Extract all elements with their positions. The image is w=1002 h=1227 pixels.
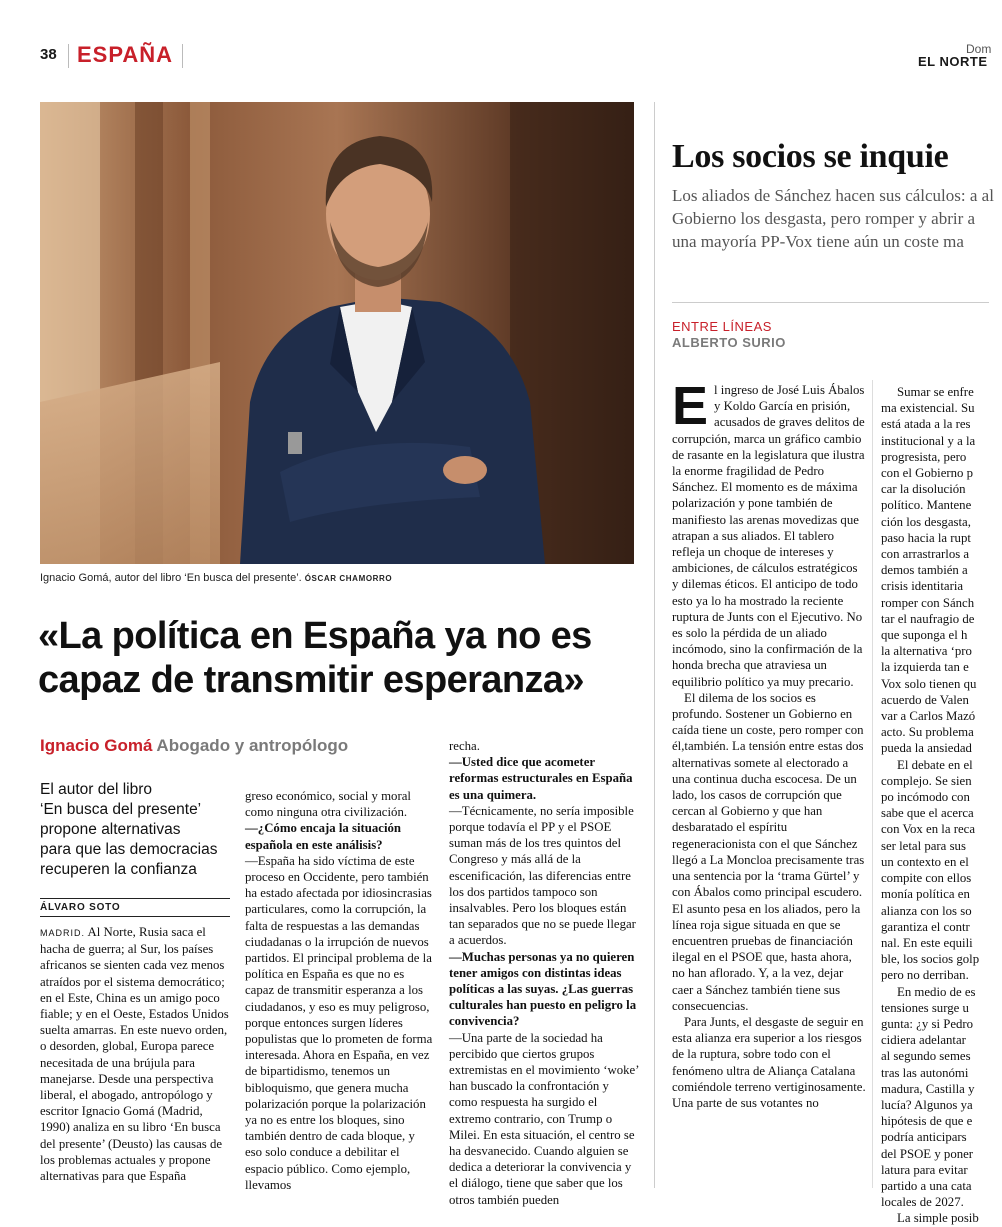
article-lead [40,780,230,880]
column-line: progresista, pero [881,449,967,464]
paragraph: recha. [449,739,480,753]
column-line: acto. Su problema [881,725,974,740]
column-kicker: ENTRE LÍNEAS [672,319,772,334]
column-line: ser letal para sus [881,838,966,853]
drop-cap: E [672,376,709,436]
column-line: La simple posib [897,1211,979,1226]
lead-line: recuperen la confianza [40,861,197,878]
column-line: hipótesis de que e [881,1114,973,1129]
dateline: MADRID. [40,928,85,938]
column-line: la alternativa ‘pro [881,644,972,659]
column-line: acuerdo de Valen [881,692,969,707]
column-line: tras las autonómi [881,1065,969,1080]
caption-text: Ignacio Gomá, autor del libro ‘En busca del presente’. [40,572,302,584]
interviewee-byline [40,736,348,756]
paragraph: Al Norte, Rusia saca el hacha de guerra; al Sur, los países africanos se sienten cada vez menos atraídos por el sistema democrático; en el Este, China es un amigo poco fiable; y en el Oeste, Estados Unidos suelta amarras. En este nuevo orden, o desorden, global, Europa parece necesitada de una brújula para manejarse. Desde una perspectiva liberal, el abogado, antropólogo y escritor Ignacio Gomá (Madrid, 1990) analiza en su libro ‘En busca del presente’ (Deusto) las causas de los problemas actuales y propone alternativas para que España [40,925,229,1184]
lead-line: propone alternativas [40,821,181,838]
column-rule [872,380,873,1188]
column-line: ble, los socios golp [881,952,980,967]
column-line: podría anticipars [881,1130,967,1145]
column-line: demos también a [881,563,968,578]
column-line: lucía? Algunos ya [881,1097,973,1112]
newspaper-name: EL NORTE [918,54,988,69]
column-line: var a Carlos Mazó [881,709,976,724]
column-line: latura para evitar [881,1162,968,1177]
header-divider [182,44,183,68]
column-line: crisis identitaria [881,579,964,594]
column-line: institucional y a la [881,433,976,448]
column-line: paso hacia la rupt [881,530,971,545]
paragraph: El dilema de los socios es profundo. Sostener un Gobierno en caída tiene un coste, pero romper con él,también. La tensión entre estas dos alternativas somete al electorado a una continua ducha escocesa. De un lado, los casos de corrupción que cercan al Gobierno y que han desbaratado el espíritu regeneracionista con el que Sánchez llegó a La Moncloa precisamente tras una sentencia por la ‘trama Gürtel’ y con Ábalos como principal escudero. El asunto pesa en los aliados, pero la línea roja sigue situada en que se encuentren pruebas de financiación ilegal en el PSOE que, hasta ahora, no han aflorado. Y, a la vez, dejar caer a Sánchez también tiene sus consecuencias. [672,690,865,1013]
photo-credit: ÓSCAR CHAMORRO [304,574,393,583]
column-line: tar el naufragio de [881,611,975,626]
header-divider [68,44,69,68]
article-headline: «La política en España ya no es capaz de transmitir esperanza» [38,615,592,701]
right-column-2 [881,384,989,1226]
interview-answer: —Una parte de la sociedad ha percibido que ciertos grupos extremistas en el movimiento ‘woke’ han buscado la confrontación y como respuesta ha surgido el extremo contrario, con Trump o Milei. En esta situación, el centro se ha desvanecido. Cuando alguien se dedica a deteriorar la convivencia y el diálogo, tiene que saber que los otros también pueden [449,1030,639,1207]
column-line: monía política en [881,887,970,902]
interview-answer: —España ha sido víctima de este proceso en Occidente, pero también ha estado afectada por idiosincrasias particulares, como la corrupción, la falta de respuestas a las demandas ciudadanas o la irrupción de nuevos partidos. El principal problema de la política en España es que no es capaz de transmitir esperanza a los ciudadanos, y eso es muy peligroso, porque entonces surgen líderes populistas que lo prometen de forma interesada. Ahora en España, en vez de bipartidismo, tenemos un bibloquismo, que genera mucha polarización porque la polarización ya no es entre los bloques, sino también dentro de cada bloque, y eso solo conduce a debilitar el espacio público. Como ejemplo, llevamos [245,853,433,1192]
right-article-subhead: Los aliados de Sánchez hacen sus cálculos: a al Gobierno los desgasta, pero romper y abrir a una mayoría PP-Vox tiene aún un coste ma [672,186,994,251]
column-line: político. Mantene [881,498,972,513]
column-line: está atada a la res [881,417,971,432]
column-line: que suponga el h [881,628,968,643]
column-line: partido a una cata [881,1178,972,1193]
column-line: sabe que el acerca [881,806,974,821]
paragraph: greso económico, social y moral como ninguna otra civilización. [245,789,411,820]
column-line: nal. En este equili [881,935,973,950]
lead-line: El autor del libro [40,781,153,798]
interview-answer: —Técnicamente, no sería imposible porque todavía el PP y el PSOE suman más de los tres quintos del Congreso y más allá de la escenificación, las diferencias entre los dos partidos tampoco son insalvables. Pero los bloques están tan separados que no se puede llegar a acuerdos. [449,803,636,948]
column-line: madura, Castilla y [881,1081,975,1096]
column-rule [654,102,655,1188]
column-line: cidiera adelantar [881,1033,966,1048]
photo-caption [40,572,392,584]
right-article-headline: Los socios se inquie [672,138,949,175]
article-author: ÁLVARO SOTO [40,898,230,917]
date-line: Dom [966,42,992,56]
lead-line: ‘En busca del presente’ [40,801,202,818]
article-column-1 [40,924,230,1186]
column-line: con arrastrarlos a [881,547,970,562]
column-line: Sumar se enfre [897,385,974,399]
column-line: car la disolución [881,482,966,497]
column-line: pero no derriban. [881,968,969,983]
column-line: complejo. Se sien [881,773,972,788]
column-line: del PSOE y poner [881,1146,974,1161]
interviewee-name: Ignacio Gomá [40,736,153,755]
column-line: ción los desgasta, [881,514,971,529]
column-line: compite con ellos [881,871,972,886]
lead-line: para que las democracias [40,841,218,858]
interviewee-role: Abogado y antropólogo [156,736,349,755]
column-line: al segundo semes [881,1049,971,1064]
column-line: gunta: ¿y si Pedro [881,1016,974,1031]
column-line: un contexto en el [881,854,969,869]
column-line: po incómodo con [881,790,970,805]
column-line: Vox solo tienen qu [881,676,977,691]
column-line: pueda la ansiedad [881,741,972,756]
section-title: ESPAÑA [77,42,174,67]
paragraph: l ingreso de José Luis Ábalos y Koldo García en prisión, acusados de graves delitos de corrupción, marca un gráfico cambio de rasante en la legislatura que ilustra la enorme fragilidad de Pedro Sánchez. El momento es de máxima polarización y pone también de manifiesto las arenas movedizas que atrapan a sus aliados. El tablero refleja un choque de intereses y ambiciones, de cálculos estratégicos y dilemas éticos. El anticipo de todo esto ya lo ha mostrado la reciente ruptura de Junts con el Ejecutivo. No es solo la pérdida de un aliado incómodo, sino la confirmación de la honda brecha que atraviesa un equilibrio político ya muy precario. [672,383,865,689]
column-line: garantiza el contr [881,919,970,934]
interview-question: —Muchas personas ya no quieren tener amigos con distintas ideas políticas a las suyas. ¿Las guerras culturales han puesto en peligro la convivencia? [449,949,637,1029]
column-line: tensiones surge u [881,1000,969,1015]
column-line: con el Gobierno p [881,466,974,481]
column-line: la izquierda tan e [881,660,969,675]
column-line: con Vox en la reca [881,822,976,837]
right-column-1 [672,376,866,1186]
interview-question: —Usted dice que acometer reformas estructurales en España es una quimera. [449,755,633,802]
column-line: En medio de es [897,984,976,999]
column-line: ma existencial. Su [881,401,975,416]
column-line: El debate en el [897,757,973,772]
column-line: alianza con los so [881,903,972,918]
article-column-3 [449,738,639,1207]
divider [672,302,989,303]
column-line: locales de 2027. [881,1195,964,1210]
column-line: romper con Sánch [881,595,975,610]
article-column-2 [245,788,435,1192]
column-author: ALBERTO SURIO [672,335,786,350]
article-photo [40,102,634,564]
page-number: 38 [40,46,57,63]
interview-question: —¿Cómo encaja la situación española en este análisis? [245,821,402,852]
paragraph: Para Junts, el desgaste de seguir en esta alianza era superior a los riesgos de la ruptura, sobre todo con el fenómeno ultra de Aliança Catalana comiéndole terreno vertiginosamente. Una parte de sus votantes no [672,1014,866,1110]
